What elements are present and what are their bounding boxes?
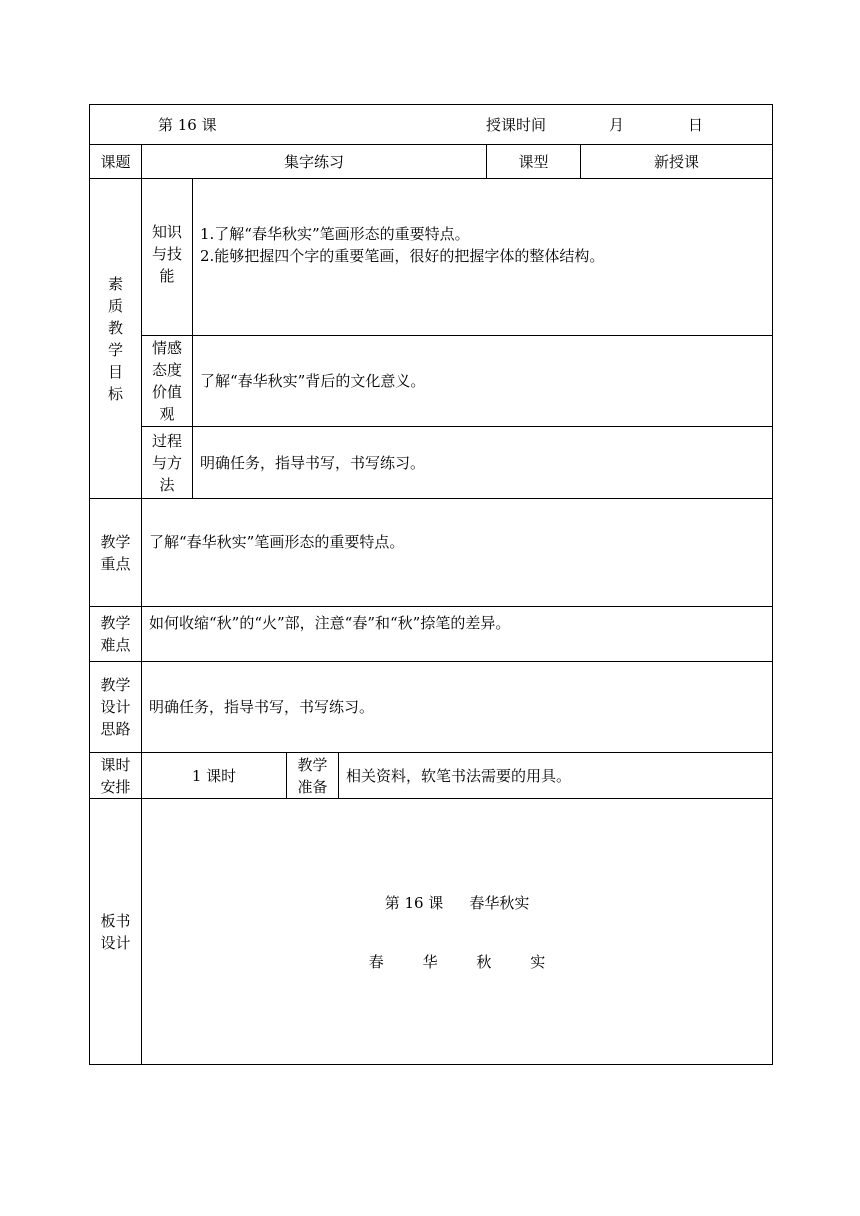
process-label-line: 与方 xyxy=(151,453,182,472)
key-points-label-line: 教学 xyxy=(100,532,131,551)
goals-label-char: 标 xyxy=(107,384,123,403)
knowledge-label-line: 知识 xyxy=(151,223,182,241)
header-row xyxy=(90,105,773,145)
preparation-label-line: 准备 xyxy=(297,777,328,796)
emotion-label xyxy=(142,336,193,427)
schedule-label-line: 课时 xyxy=(100,755,131,774)
key-points-label-line: 重点 xyxy=(100,554,131,573)
schedule-value: 1 课时 xyxy=(142,753,287,799)
board-design-label xyxy=(90,799,142,1065)
emotion-content: 了解“春华秋实”背后的文化意义。 xyxy=(193,336,773,427)
preparation-label xyxy=(287,753,339,799)
goals-label xyxy=(90,179,142,499)
schedule-row xyxy=(90,753,773,799)
design-label-line: 思路 xyxy=(100,720,131,738)
board-char: 秋 xyxy=(476,952,492,971)
key-points-row xyxy=(90,499,773,607)
topic-row xyxy=(90,145,773,179)
process-content: 明确任务，指导书写，书写练习。 xyxy=(193,427,773,499)
design-label xyxy=(90,662,142,753)
difficulties-label-line: 难点 xyxy=(100,636,131,654)
topic-value: 集字练习 xyxy=(142,145,487,179)
topic-label: 课题 xyxy=(90,145,142,179)
month-label: 月 xyxy=(609,115,625,134)
knowledge-line: 1.了解“春华秋实”笔画形态的重要特点。 xyxy=(200,225,470,243)
goal-emotion-row xyxy=(90,336,773,427)
knowledge-label-line: 与技 xyxy=(151,245,182,263)
design-row xyxy=(90,662,773,753)
process-label-line: 法 xyxy=(159,475,175,494)
difficulties-row xyxy=(90,607,773,662)
process-label-line: 过程 xyxy=(151,431,182,450)
board-design-label-line: 板书 xyxy=(100,911,131,930)
goals-label-char: 质 xyxy=(107,296,123,315)
lesson-plan-table xyxy=(89,104,773,1065)
knowledge-label-line: 能 xyxy=(159,267,175,285)
design-content: 明确任务，指导书写，书写练习。 xyxy=(142,662,773,753)
knowledge-line: 2.能够把握四个字的重要笔画，很好的把握字体的整体结构。 xyxy=(200,247,605,265)
design-label-line: 教学 xyxy=(100,676,131,694)
board-title-text: 春华秋实 xyxy=(469,893,530,912)
board-characters xyxy=(142,951,772,973)
goal-knowledge-row xyxy=(90,179,773,336)
difficulties-label xyxy=(90,607,142,662)
class-time-label: 授课时间 xyxy=(486,115,547,134)
emotion-label-line: 态度 xyxy=(151,361,182,379)
lesson-number: 第 16 课 xyxy=(158,115,217,134)
difficulties-content: 如何收缩“秋”的“火”部，注意“春”和“秋”捺笔的差异。 xyxy=(142,607,773,662)
process-label xyxy=(142,427,193,499)
day-label: 日 xyxy=(688,115,704,134)
difficulties-label-line: 教学 xyxy=(100,614,131,632)
board-char: 春 xyxy=(368,952,384,971)
board-design-label-line: 设计 xyxy=(100,933,131,952)
schedule-label xyxy=(90,753,142,799)
emotion-label-line: 价值 xyxy=(151,383,182,401)
knowledge-content xyxy=(193,179,773,336)
board-title xyxy=(142,892,772,914)
emotion-label-line: 情感 xyxy=(151,339,182,357)
goals-label-char: 目 xyxy=(107,362,123,381)
board-title-lesson: 第 16 课 xyxy=(384,893,444,912)
goals-label-char: 学 xyxy=(107,340,123,359)
board-design-row xyxy=(90,799,773,1065)
goals-label-char: 素 xyxy=(107,274,123,293)
preparation-label-line: 教学 xyxy=(297,755,328,774)
goals-label-char: 教 xyxy=(107,318,123,337)
board-char: 华 xyxy=(422,952,438,971)
schedule-label-line: 安排 xyxy=(100,777,131,796)
board-design-content xyxy=(142,799,773,1065)
lesson-type-value: 新授课 xyxy=(581,145,773,179)
goal-process-row xyxy=(90,427,773,499)
design-label-line: 设计 xyxy=(100,698,131,716)
knowledge-label xyxy=(142,179,193,336)
lesson-type-label: 课型 xyxy=(487,145,581,179)
emotion-label-line: 观 xyxy=(159,405,175,423)
preparation-value: 相关资料，软笔书法需要的用具。 xyxy=(339,753,773,799)
board-char: 实 xyxy=(530,952,546,971)
key-points-content: 了解“春华秋实”笔画形态的重要特点。 xyxy=(142,499,773,607)
key-points-label xyxy=(90,499,142,607)
